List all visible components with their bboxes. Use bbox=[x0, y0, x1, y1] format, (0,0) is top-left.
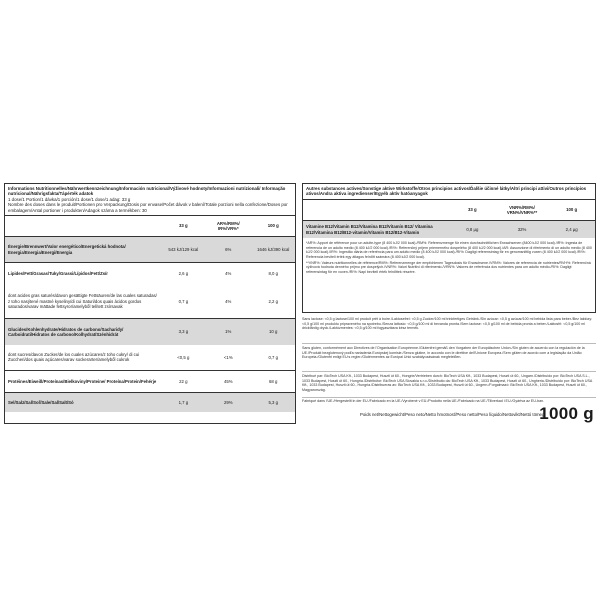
col-100g: 100 g bbox=[251, 216, 295, 237]
nutrition-table bbox=[5, 215, 295, 412]
reference-footnote-vnr: **VNR%: Valeurs nutritionnelles de référence/RM%: Referenzmenge der empfohlenen Tagesdosis für Erwachsene./VRN%: Valores de referencia de nutrientes/RVH%: Referenčná výživová hodnota denného príjmu pre dospelých./VNR%: Valori Nutritivi di riferimento./VRN%: Valores de referência dos nutrientes para um adulto médio./RI%: Dagligt referensintag för en vuxen./RI%: Napi beviteli érték felnőttek részére. bbox=[306, 260, 591, 274]
row-b12-vnr: 32% bbox=[517, 226, 527, 232]
row-carbs-33g: 3,3 g bbox=[178, 329, 189, 335]
row-b12-33g: 0,8 µg bbox=[466, 226, 479, 232]
row-energy-33g: 543 kJ/129 kcal bbox=[168, 246, 199, 252]
row-salt-33g: 1,7 g bbox=[178, 399, 189, 405]
gluten-statement: Sans gluten, conformément aux Directives de l'Organisation Européenne./Glutenfrei gemäß den Vorgaben der Europäischen Union./Sin gluten de acuerdo con la regulación de la UE./Produkt bezglutenový podľa nariadenia Európskej komisie./Senza glutine, in accordo con le direttive dell'Unione Europea./Sem glúten de acordo com a legislação da União Europeia./Glutenfri enligt EU:s regler./Gluténmentes az Európai Unió szabályozásának megfelelően. bbox=[302, 346, 585, 360]
row-label-carbs: Glucides/Kohlenhydrate/Hidratos de carbono/Sacharidy/ Carboidrati/Hidratos de carbono/Kolhydrat/Szénhidrát bbox=[8, 326, 124, 337]
reference-footnote-ar: *AR%: Apport de référence pour un adulte-type (8 400 kJ/2 000 kcal)./RM%: Referenzmenge für einen durchschnittlichen Erwachsenen (8400 kJ/2 000 kcal)./IR%: Ingesta de referencia de un adulto medio (8 400 kJ/2 000 kcal)./RI%: Referenčný príjem priemerného dospelého (8 400 kJ/2 000 kcal)./AR: Assunzione di riferimento di un adulto medio (8 400 kJ/2 000 kcal)./IR%: Ingestão diária de referência para um adulto medio (8 400 kJ/2 000 kcal)./RI%: Dagligt referensintag för en genomsnittlig vuxen (8 400 kJ/2 000 kcal)./RI%: Referencia beviteli érték egy átlagos felnőtt számára (8 400 kJ/2 000 kcal). bbox=[306, 241, 592, 259]
row-sugars-33g: <0,5 g bbox=[177, 354, 190, 360]
nutrition-title: Informations Nutritionnelles/Nährwertkennzeichnung/Información nutricional/Výživové hodnoty/Informazioni nutrizionali/ Informação nutricional/Nährigsfakta/Tápérték adatok bbox=[8, 186, 286, 197]
table-row bbox=[5, 371, 295, 393]
col-label-empty bbox=[303, 199, 449, 220]
row-sugars-100g: 0,7 g bbox=[268, 354, 279, 360]
table-row bbox=[5, 319, 295, 345]
table-row bbox=[5, 237, 295, 263]
row-label-fat: Lipides/Fett/Grasas/Tuky/Grassi/Lípidos/Fett/Zsír bbox=[8, 271, 108, 277]
nutrition-table-panel bbox=[4, 183, 296, 424]
active-column-headers bbox=[303, 199, 595, 220]
active-substances-title: Autres substances actives/Sonstige aktive Wirkstoffe/Otros principios activos/Ďalšie účinné látky/Altri principi attivi/Outros princípios ativos/Andra aktiva ingredienser/Egyéb aktív hatóanyagok bbox=[306, 186, 587, 197]
row-salt-ar: 29% bbox=[223, 399, 233, 405]
nutrition-column-headers bbox=[5, 216, 295, 237]
col-label-empty bbox=[5, 216, 162, 237]
table-row bbox=[303, 220, 595, 238]
row-saturates-ar: 4% bbox=[225, 298, 232, 304]
distributor-statement: Distribué par: BioTech USA Kft., 1033 Budapest, Huszti út 60., Hongrie/Vertrieben durch: BioTech USA Kft., 1033 Budapest, Huszti út 60., Ungarn./Distribuido por: BioTech USA S.L., 1033 Budapest, Huszti út 60., Hungría./Distribútor: BioTech USA Slovakia s.r.o./Distribuito da: BioTech USA Kft., 1033 Budapest, Huszti út 60., Ungheria./Distribuído por: BioTech USA Kft., 1033 Budapest, Huszti út 60., Hungria./Distribueras av: BioTech USA Kft., 1033 Budapest, Huszti út 60., Ungern./Forgalmazó: BioTech USA Kft., 1033 Budapest, Huszti út 60., Magyarország. bbox=[302, 374, 593, 392]
row-label-protein: Protéines/Eiweiß/Proteínas/Bielkoviny/Proteine/ Proteína/Protein/Fehérje bbox=[8, 378, 157, 384]
net-weight-label: Poids net/Nettogewicht/Peso neto/Netto hmotnosť/Peso netto/Peso líquido/Nettovikt/Nettó tömeg: bbox=[360, 412, 546, 417]
row-protein-33g: 22 g bbox=[179, 378, 188, 384]
serving-size: 1 dose/1 Portion/1 dávka/1 porción/1 dose/1 dose/1 adag: 33 g bbox=[8, 196, 131, 202]
divider bbox=[302, 343, 596, 344]
row-label-salt: Sel/Salz/Sal/Soľ/Sale/Sal/Salt/Só bbox=[8, 399, 74, 405]
lactose-statement: Sans lactose: <0,5 g lactose/100 ml produit prêt à boire./Laktosefrei: <0,5 g Zucker/100 ml trinkfertiges Getränk./Sin azúcar: <0,5 g azúcar/100 ml bebida lista para beber./Bez laktózy: <0,5 g/100 ml produktu pripraveného na spotrebu./Senza lattosio: <0,5 g/100 ml di bevanda pronta./Sem lactose: <0,5 g/100 ml de bebida pronta a beber./Laktosfri: <0,5 g/100 ml drickfärdig dryck./Laktózmentes: <0,5 g/100 ml fogyasztásra kész termék. bbox=[302, 317, 593, 331]
col-33g: 33 g bbox=[449, 199, 496, 220]
row-carbs-100g: 10 g bbox=[269, 329, 278, 335]
active-substances-panel bbox=[302, 183, 596, 313]
table-row bbox=[5, 393, 295, 412]
row-saturates-100g: 2,2 g bbox=[268, 298, 279, 304]
row-fat-100g: 8,0 g bbox=[268, 271, 279, 277]
col-33g: 33 g bbox=[162, 216, 206, 237]
col-ar: AR%/RM%/ IR%/VR%* bbox=[205, 216, 251, 237]
table-row bbox=[5, 345, 295, 371]
row-saturates-33g: 0,7 g bbox=[178, 298, 189, 304]
divider bbox=[302, 397, 596, 398]
row-carbs-ar: 1% bbox=[225, 329, 232, 335]
manufactured-statement: Fabriqué dans l'UE./Hergestellt in der EU./Fabricado en la UE./Vyrobené v EÚ./Prodotto nella UE./Fabricado na UE./Tillverkad i EU./Gyártva az EU-ban. bbox=[302, 399, 545, 403]
row-label-b12: Vitamine B12/Vitamin B12/Vitamina B12/Vitamín B12/ Vitamina B12/Vitamina B12/B12-vitamin/Vitamin B12/B12-Vitamin bbox=[306, 224, 433, 235]
row-energy-100g: 1646 kJ/390 kcal bbox=[257, 246, 290, 252]
row-protein-ar: 45% bbox=[223, 378, 233, 384]
net-weight bbox=[302, 404, 596, 426]
net-weight-value: 1000 g bbox=[539, 404, 594, 423]
row-label-sugars: dont sucres/davon Zucker/de los cuales azúcares/z toho cukry/ di cui Zuccheri/dos quais açúcares/varav sockerarter/amelyből cukrok bbox=[8, 352, 140, 363]
col-vnr: VNR%/RM%/ VRN%/VNR%** bbox=[496, 199, 549, 220]
nutrition-header bbox=[5, 184, 295, 215]
row-energy-ar: 6% bbox=[225, 246, 232, 252]
active-substances-table bbox=[303, 199, 595, 239]
row-salt-100g: 5,3 g bbox=[268, 399, 279, 405]
divider bbox=[302, 371, 596, 372]
servings-per-pack: Nombre des doses dans le produit/Portionen pro Verpackung/Dosis por envase/Počet dávok v balení/Totale porzioni nella confezione/Doses por embalagem/Antal portioner i produkten/Adagok száma a termékben: 30 bbox=[8, 202, 288, 213]
col-100g: 100 g bbox=[548, 199, 595, 220]
row-protein-100g: 68 g bbox=[269, 378, 278, 384]
table-row bbox=[5, 263, 295, 285]
table-row bbox=[5, 285, 295, 319]
row-label-energy: Énergie/Brennwert/Valor energético/Energetická hodnota/ Energia/Energia/Energi/Energia bbox=[8, 244, 126, 255]
row-label-saturates: dont acides gras saturés/davon gesättigte Fettsäuren/de las cuales saturadas/ z toho nasýtené mastné kyseliny/di cui Saturi/dos quais ácidos gordos saturados/varav mättade fettsyror/amelyből telített zsírsavak bbox=[8, 293, 157, 309]
row-b12-100g: 2,4 µg bbox=[565, 226, 578, 232]
row-sugars-ar: <1% bbox=[223, 354, 233, 360]
row-fat-ar: 4% bbox=[225, 271, 232, 277]
row-fat-33g: 2,6 g bbox=[178, 271, 189, 277]
